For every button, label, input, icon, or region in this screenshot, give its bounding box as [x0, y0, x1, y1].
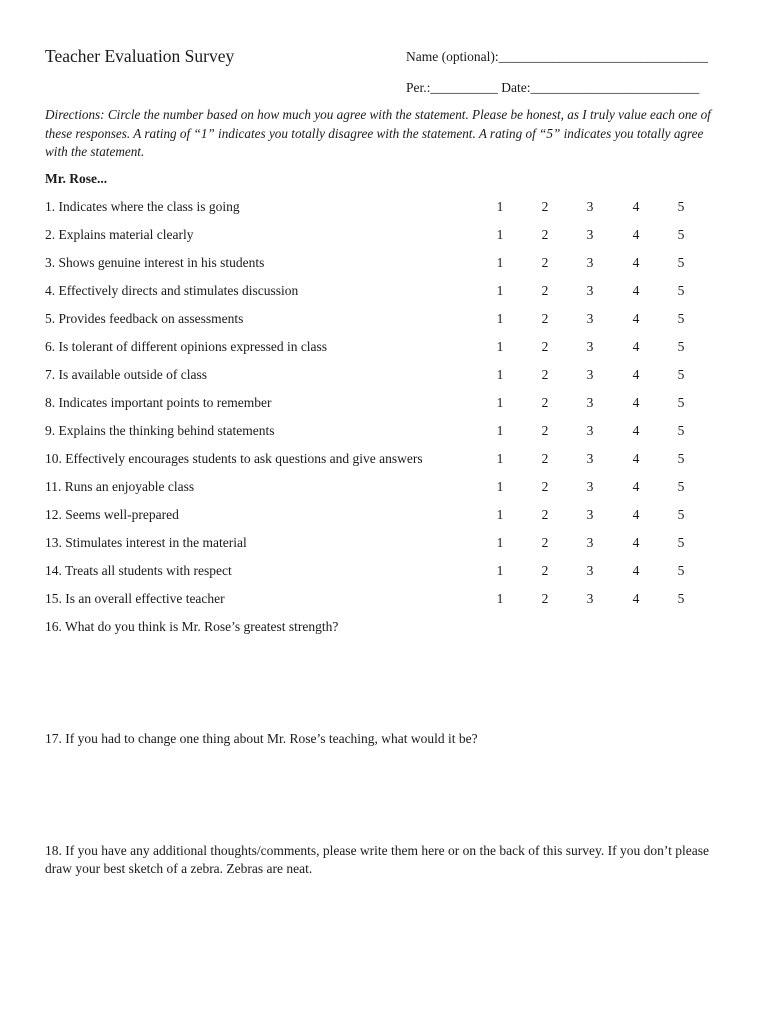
rating-option-1[interactable]: 1 — [496, 535, 504, 550]
rating-questions-list — [45, 195, 745, 615]
rating-option-1[interactable]: 1 — [496, 423, 504, 438]
rating-option-5[interactable]: 5 — [677, 199, 685, 214]
rating-option-4[interactable]: 4 — [632, 535, 640, 550]
rating-option-2[interactable]: 2 — [541, 395, 549, 410]
rating-option-3[interactable]: 3 — [586, 283, 594, 298]
rating-option-1[interactable]: 1 — [496, 451, 504, 466]
rating-option-2[interactable]: 2 — [541, 563, 549, 578]
rating-option-5[interactable]: 5 — [677, 395, 685, 410]
name-field[interactable]: Name (optional):_______________________________ — [406, 49, 708, 64]
rating-option-1[interactable]: 1 — [496, 479, 504, 494]
rating-option-4[interactable]: 4 — [632, 479, 640, 494]
rating-option-4[interactable]: 4 — [632, 283, 640, 298]
rating-option-3[interactable]: 3 — [586, 507, 594, 522]
rating-option-4[interactable]: 4 — [632, 507, 640, 522]
question-text: 3. Shows genuine interest in his students — [45, 255, 265, 270]
rating-option-5[interactable]: 5 — [677, 451, 685, 466]
rating-option-3[interactable]: 3 — [586, 591, 594, 606]
rating-option-2[interactable]: 2 — [541, 283, 549, 298]
rating-option-5[interactable]: 5 — [677, 423, 685, 438]
rating-option-1[interactable]: 1 — [496, 255, 504, 270]
question-row — [45, 531, 745, 559]
rating-option-1[interactable]: 1 — [496, 507, 504, 522]
rating-option-4[interactable]: 4 — [632, 339, 640, 354]
rating-option-1[interactable]: 1 — [496, 339, 504, 354]
teacher-heading: Mr. Rose... — [45, 171, 108, 186]
question-row — [45, 447, 745, 475]
open-question-17: 17. If you had to change one thing about Mr. Rose’s teaching, what would it be? — [45, 731, 478, 746]
page-title: Teacher Evaluation Survey — [45, 46, 235, 66]
rating-option-3[interactable]: 3 — [586, 339, 594, 354]
rating-option-2[interactable]: 2 — [541, 339, 549, 354]
rating-option-2[interactable]: 2 — [541, 367, 549, 382]
rating-option-3[interactable]: 3 — [586, 451, 594, 466]
question-row — [45, 559, 745, 587]
question-row — [45, 475, 745, 503]
rating-option-3[interactable]: 3 — [586, 395, 594, 410]
question-text: 11. Runs an enjoyable class — [45, 479, 195, 494]
question-row — [45, 279, 745, 307]
rating-option-4[interactable]: 4 — [632, 591, 640, 606]
rating-option-1[interactable]: 1 — [496, 591, 504, 606]
question-text: 15. Is an overall effective teacher — [45, 591, 225, 606]
question-text: 10. Effectively encourages students to ask questions and give answers — [45, 451, 423, 466]
rating-option-1[interactable]: 1 — [496, 199, 504, 214]
rating-option-5[interactable]: 5 — [677, 339, 685, 354]
question-text: 14. Treats all students with respect — [45, 563, 232, 578]
rating-option-2[interactable]: 2 — [541, 507, 549, 522]
rating-option-3[interactable]: 3 — [586, 311, 594, 326]
rating-option-5[interactable]: 5 — [677, 563, 685, 578]
rating-option-5[interactable]: 5 — [677, 283, 685, 298]
open-question-16: 16. What do you think is Mr. Rose’s greatest strength? — [45, 619, 339, 634]
rating-option-1[interactable]: 1 — [496, 283, 504, 298]
period-date-field[interactable]: Per.:__________ Date:_________________________ — [406, 80, 700, 95]
rating-option-3[interactable]: 3 — [586, 367, 594, 382]
question-text: 7. Is available outside of class — [45, 367, 207, 382]
question-text: 13. Stimulates interest in the material — [45, 535, 247, 550]
rating-option-3[interactable]: 3 — [586, 479, 594, 494]
question-text: 6. Is tolerant of different opinions expressed in class — [45, 339, 328, 354]
rating-option-5[interactable]: 5 — [677, 227, 685, 242]
question-text: 12. Seems well-prepared — [45, 507, 179, 522]
rating-option-3[interactable]: 3 — [586, 535, 594, 550]
rating-option-5[interactable]: 5 — [677, 255, 685, 270]
rating-option-5[interactable]: 5 — [677, 479, 685, 494]
question-text: 1. Indicates where the class is going — [45, 199, 240, 214]
question-row — [45, 363, 745, 391]
rating-option-4[interactable]: 4 — [632, 395, 640, 410]
rating-option-4[interactable]: 4 — [632, 255, 640, 270]
rating-option-4[interactable]: 4 — [632, 423, 640, 438]
rating-option-5[interactable]: 5 — [677, 591, 685, 606]
rating-option-3[interactable]: 3 — [586, 227, 594, 242]
rating-option-5[interactable]: 5 — [677, 535, 685, 550]
rating-option-4[interactable]: 4 — [632, 311, 640, 326]
question-text: 5. Provides feedback on assessments — [45, 311, 244, 326]
rating-option-4[interactable]: 4 — [632, 563, 640, 578]
rating-option-5[interactable]: 5 — [677, 367, 685, 382]
question-row — [45, 335, 745, 363]
open-question-18: 18. If you have any additional thoughts/comments, please write them here or on the back of this survey. If you don’t please draw your best sketch of a zebra. Zebras are neat. — [45, 843, 709, 876]
rating-option-3[interactable]: 3 — [586, 563, 594, 578]
rating-option-2[interactable]: 2 — [541, 255, 549, 270]
rating-option-1[interactable]: 1 — [496, 227, 504, 242]
question-row — [45, 195, 745, 223]
rating-option-3[interactable]: 3 — [586, 199, 594, 214]
rating-option-2[interactable]: 2 — [541, 479, 549, 494]
rating-option-5[interactable]: 5 — [677, 311, 685, 326]
rating-option-1[interactable]: 1 — [496, 563, 504, 578]
rating-option-2[interactable]: 2 — [541, 311, 549, 326]
rating-option-1[interactable]: 1 — [496, 311, 504, 326]
rating-option-4[interactable]: 4 — [632, 227, 640, 242]
rating-option-3[interactable]: 3 — [586, 423, 594, 438]
rating-option-2[interactable]: 2 — [541, 227, 549, 242]
rating-option-2[interactable]: 2 — [541, 199, 549, 214]
rating-option-4[interactable]: 4 — [632, 199, 640, 214]
question-text: 4. Effectively directs and stimulates discussion — [45, 283, 299, 298]
question-text: 2. Explains material clearly — [45, 227, 194, 242]
rating-option-4[interactable]: 4 — [632, 451, 640, 466]
rating-option-4[interactable]: 4 — [632, 367, 640, 382]
question-text: 8. Indicates important points to remember — [45, 395, 272, 410]
question-row — [45, 391, 745, 419]
question-row — [45, 307, 745, 335]
rating-option-2[interactable]: 2 — [541, 423, 549, 438]
rating-option-2[interactable]: 2 — [541, 535, 549, 550]
directions-text: Directions: Circle the number based on how much you agree with the statement. Please be honest, as I truly value each one of these responses. A rating of “1” indicates you totally disagree with the statement. A rating of “5” indicates you totally agree with the statement. — [45, 107, 711, 159]
question-row — [45, 251, 745, 279]
question-row — [45, 503, 745, 531]
rating-option-2[interactable]: 2 — [541, 451, 549, 466]
question-row — [45, 419, 745, 447]
rating-option-1[interactable]: 1 — [496, 367, 504, 382]
rating-option-5[interactable]: 5 — [677, 507, 685, 522]
rating-option-3[interactable]: 3 — [586, 255, 594, 270]
rating-option-1[interactable]: 1 — [496, 395, 504, 410]
question-text: 9. Explains the thinking behind statements — [45, 423, 275, 438]
question-row — [45, 587, 745, 615]
rating-option-2[interactable]: 2 — [541, 591, 549, 606]
question-row — [45, 223, 745, 251]
